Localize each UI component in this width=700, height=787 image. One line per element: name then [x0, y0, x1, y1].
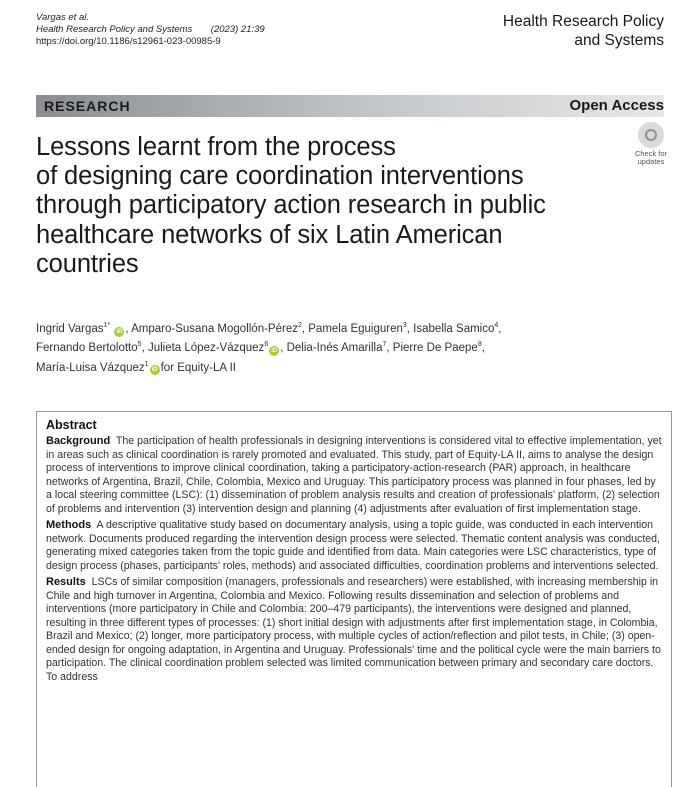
check-updates-line1: Check for: [634, 149, 668, 158]
author-name[interactable]: , Delia-Inés Amarilla: [280, 342, 383, 355]
abstract-heading: Abstract: [46, 418, 97, 432]
abstract-methods: [46, 519, 662, 573]
abstract-results: [46, 576, 662, 684]
year-volume: (2023) 21:39: [210, 24, 265, 35]
author-name[interactable]: , Julieta López-Vázquez: [141, 342, 265, 355]
title-line: Lessons learnt from the process: [36, 133, 396, 161]
article-title: [36, 133, 656, 279]
running-author: Vargas et al.: [36, 12, 89, 23]
doi-link[interactable]: https://doi.org/10.1186/s12961-023-00985-9: [36, 36, 221, 47]
affiliation-marker: 8: [477, 341, 482, 349]
affiliation-marker: 6: [264, 341, 269, 349]
journal-citation: [36, 24, 265, 36]
author-name[interactable]: , Isabella Samico: [406, 322, 495, 335]
article-type-label: RESEARCH: [44, 98, 131, 114]
check-updates-icon: [638, 122, 664, 148]
author-list: [36, 318, 656, 376]
journal-name: Health Research Policy and Systems: [36, 24, 193, 35]
methods-label: Methods: [46, 519, 92, 531]
methods-text: A descriptive qualitative study based on documentary analysis, using a topic guide, was conducted in each intervention network. Documents produced regarding the intervention design process were selected. Thematic content analysis was conducted, generating mixed categories taken from the topic guide and identified from data. Main categories were LSC characteristics, type of design process (phases, participants' roles, methods) and associated difficulties, coordination problems and interventions selected.: [46, 519, 660, 572]
title-line: of designing care coordination interventions: [36, 162, 524, 191]
author-name[interactable]: , Pierre De Paepe: [386, 342, 478, 355]
journal-brand: [503, 12, 664, 50]
affiliation-marker: 4: [494, 322, 499, 329]
author-name[interactable]: , Amparo-Susana Mogollón-Pérez: [125, 322, 298, 335]
orcid-icon[interactable]: iD: [271, 348, 278, 355]
author-line: [36, 357, 656, 376]
affiliation-marker: 2: [297, 322, 302, 329]
author-name[interactable]: María-Luisa Vázquez: [36, 361, 145, 374]
title-line: countries: [36, 249, 139, 278]
affiliation-marker: 7: [382, 341, 387, 349]
orcid-icon[interactable]: iD: [151, 367, 158, 374]
author-line: Fernando Bertolotto$^5$, Julieta López-Vázquez$^6$iD , Delia-Inés Amarilla$^7$, Pierre De Paepe$^8$,: [36, 341, 485, 355]
affiliation-marker: 3: [402, 322, 407, 329]
abstract-box: [36, 411, 672, 787]
journal-brand-line1: Health Research Policy: [502, 13, 664, 30]
author-name[interactable]: Fernando Bertolotto: [36, 342, 138, 355]
group-name: for Equity-LA II: [160, 361, 237, 374]
author-name[interactable]: , Pamela Eguiguren: [301, 322, 403, 335]
affiliation-marker: 5: [137, 341, 142, 349]
affiliation-marker: 1*: [103, 322, 111, 329]
open-access-label: Open Access: [569, 97, 664, 114]
background-label: Background: [46, 435, 111, 447]
affiliation-marker: 1: [144, 360, 149, 368]
check-for-updates-badge[interactable]: [630, 122, 672, 166]
author-name[interactable]: Ingrid Vargas: [36, 322, 104, 335]
author-line: Ingrid Vargas$^{1*}$ iD , Amparo-Susana Mogollón-Pérez$^2$, Pamela Eguiguren$^3$, Isabella Samico$^4$,: [36, 322, 502, 335]
check-updates-line2: updates: [637, 157, 665, 166]
title-line: through participatory action research in public: [36, 191, 546, 220]
background-text: The participation of health professionals in designing interventions is considered vital to effective implementation, yet in areas such as clinical coordination is rarely promoted and evaluated. This study, part of Equity-LA II, aims to analyse the design process of interventions to improve clinical coordination, taking a participatory-action-research (PAR) approach, in healthcare networks of Argentina, Brazil, Chile, Colombia, Mexico and Uruguay. This participatory process was planned in four phases, led by a local steering committee (LSC): (1) dissemination of problem analysis results and creation of professionals' platform, (2) selection of problems and intervention (3) intervention design and planning (4) adjustments after evaluation of first implementation stage.: [46, 435, 662, 515]
journal-brand-line2: and Systems: [574, 32, 664, 49]
results-text: LSCs of similar composition (managers, professionals and researchers) were established, with increasing membership in Chile and high turnover in Argentina, Colombia and Mexico. Following results dissemination and selection of problems and interventions (more participatory in Chile and Colombia: 200–479 participants), the interventions were designed and planned, resulting in three different types of processes: (1) short initial design with adjustments after first implementation stage, in Colombia, Brazil and Mexico; (2) longer, more participatory process, with multiple cycles of action/reflection and pilot tests, in Chile; (3) open-ended design for ongoing adaptation, in Argentina and Uruguay. Professionals' time and the political cycle were the main barriers to participation. The clinical coordination problem selected was limited communication between primary and secondary care doctors. To address: [46, 576, 661, 683]
title-line: healthcare networks of six Latin American: [36, 220, 503, 249]
abstract-background: [46, 435, 662, 516]
orcid-icon[interactable]: iD: [116, 328, 123, 335]
article-meta: [36, 12, 265, 48]
results-label: Results: [46, 576, 86, 588]
check-updates-text: [630, 150, 672, 166]
article-type-band: [36, 95, 664, 117]
